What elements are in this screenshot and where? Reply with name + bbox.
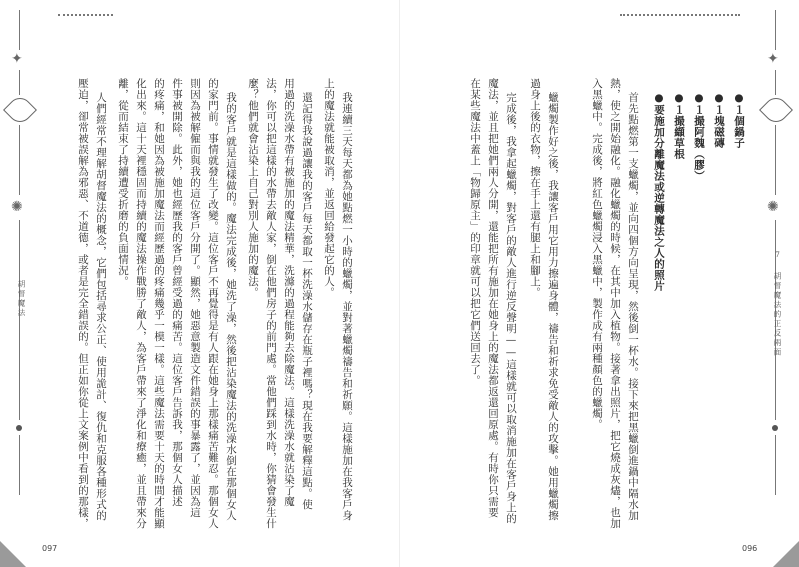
list-item: ●１撮阿魏（膠） — [693, 92, 705, 182]
body-text-line: 魔法，並且把她們兩人分開，還能把所有施加在她身上的魔法都返還回原處。有時你只需要 — [487, 78, 499, 518]
body-text-line: 法，你可以把這樣的水帶去敵人家，倒在他們房子的前門處。當他們踩到水時，你猜會發生什 — [265, 78, 277, 529]
body-text-line: 我的客戶就是這樣做的。魔法完成後，她洗了澡，然後把沾染魔法的洗澡水倒在那個女人 — [225, 92, 237, 521]
body-text-line: 則因為被解僱而與我的這位客戶分開了。顯然，她惡意製造文件錯誤的事暴露了，並因為這 — [189, 78, 201, 518]
list-item: ●１塊磁磚 — [713, 92, 725, 149]
body-text-line: 在某些魔法中蓋上「物歸原主」的印章就可以把它們送回去了。 — [469, 78, 481, 386]
star-icon: ✦ — [11, 51, 23, 67]
page-gutter — [399, 0, 400, 567]
body-text-line: 首先點燃第一支蠟燭，並向四個方向呈現，然後倒一杯水。接下來把黑蠟倒進鍋中隔水加 — [627, 92, 639, 521]
body-text-line: 過身上後的衣物，擦在手上還有腿上和腳上。 — [529, 78, 541, 298]
list-item: ●１撮纈草根 — [673, 92, 685, 160]
star-icon: ✦ — [767, 51, 779, 67]
dot-icon — [16, 425, 22, 431]
sun-icon: ✺ — [767, 199, 779, 215]
running-head-right: 7 胡督魔法的正反兩面 — [773, 250, 782, 358]
list-item: ●１個鍋子 — [733, 92, 745, 149]
page-number-left: 097 — [42, 544, 58, 553]
body-text-line: 用過的洗澡水帶有被施加的魔法精華，洗滌的過程能夠去除魔法。這樣洗澡水就沾染了魔 — [283, 78, 295, 507]
body-text-line: 件事被開除。此外，她也經歷我的客戶曾經受過的痛苦。這位客戶告訴我，那個女人描述 — [171, 78, 183, 507]
running-head-left: 胡督魔法 — [17, 280, 26, 318]
eye-icon — [759, 93, 793, 127]
body-text-line: 蠟燭製作好之後，我讓客戶用它用力擦遍身體，禱告和祈求免受敵人的攻擊。她用蠟燭擦 — [547, 92, 559, 521]
body-text-line: 的家門前。事情就發生了改變。這位客戶不再覺得是有人跟在她身上那樣痛苦難忍。那個女人 — [207, 78, 219, 529]
body-text-line: 還記得我說過讓我的客戶每天都取一杯洗澡水儲存在瓶子裡嗎？現在我要解釋這點。使 — [301, 92, 313, 510]
body-text-line: 化出來。這十天裡穩固而持續的魔法操作戰勝了敵人，為客戶帶來了淨化和療癒，並且帶來分 — [135, 78, 147, 529]
eye-icon — [3, 93, 37, 127]
section-heading: ●要施加分離魔法或逆轉魔法之人的照片 — [653, 92, 665, 292]
body-text-line: 入黑蠟中。完成後，將紅色蠟燭浸入黑蠟中，製作成有兩種顏色的蠟燭。 — [591, 78, 603, 430]
sun-icon: ✺ — [11, 199, 23, 215]
body-text-line: 麼？他們就會沾染上自己對別人施加的魔法。 — [247, 78, 259, 298]
top-dotted-rule-right — [620, 14, 740, 18]
body-text-line: 上的魔法就能被取消，並返回給發起它的人。 — [323, 78, 335, 298]
body-text-line: 離，從而結束了持續遭受折磨的負面情況。 — [117, 78, 129, 287]
body-text-line: 完成後，我拿起蠟燭，對客戶的敵人進行逆反聲明——這樣就可以取消施加在客戶身上的 — [505, 92, 517, 524]
body-text-line: 熱，使之開始融化。融化蠟燭的時候，在其中加入植物。接著拿出照片，把它燒成灰燼，也加 — [609, 78, 621, 529]
body-text-line: 人們經常不理解胡督魔法的概念，它們包括尋求公正、使用詭計、復仇和克服各種形式的 — [95, 92, 107, 521]
body-text-line: 壓迫，卻常被誤解為邪惡、不道德，或者是完全錯誤的。但正如你從上文案例中看到的那樣， — [77, 78, 89, 529]
dot-icon — [772, 425, 778, 431]
page-number-right: 096 — [742, 544, 758, 553]
body-text-line: 我連續三天每天都為她點燃一小時的蠟燭，並對著蠟燭禱告和祈願。這樣施加在我客戶身 — [341, 92, 353, 521]
body-text-line: 的疼痛，和她因為被施加魔法而經歷過的疼痛幾乎一模一樣。這些魔法需要十天的時間才能顯 — [153, 78, 165, 529]
top-dotted-rule-left — [58, 14, 113, 18]
